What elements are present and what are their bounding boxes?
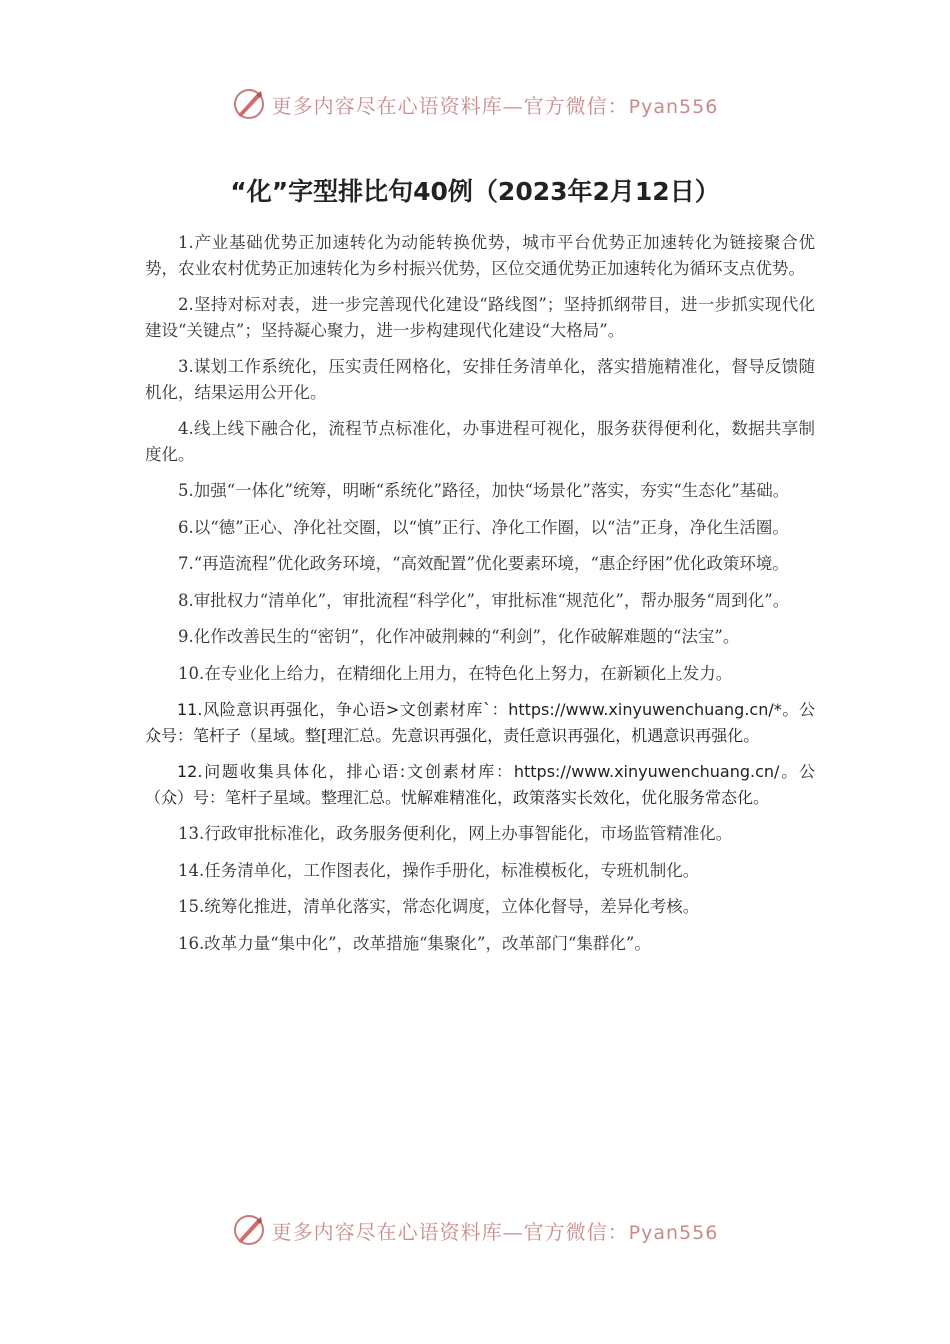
paragraph-5: 5.加强“一体化”统筹，明晰“系统化”路径，加快“场景化”落实，夯实“生态化”基础。 [178,481,790,500]
paragraph-8: 8.审批权力“清单化”，审批流程“科学化”，审批标准“规范化”，帮办服务“周到化”。 [178,590,790,610]
paragraph-14: 14.任务清单化，工作图表化，操作手册化，标准模板化，专班机制化。 [178,860,700,880]
paragraph-10: 10.在专业化上给力，在精细化上用力，在特色化上努力，在新颖化上发力。 [178,663,733,683]
pen-nib-logo-icon [232,87,266,121]
paragraph-7: 7.“再造流程”优化政务环境，“高效配置”优化要素环境，“惠企纾困”优化政策环境。 [178,554,789,573]
paragraph-13: 13.行政审批标准化，政务服务便利化，网上办事智能化，市场监管精准化。 [178,824,733,843]
paragraph-15: 15.统筹化推进，清单化落实，常态化调度，立体化督导，差异化考核。 [178,897,700,916]
footer-banner [0,1210,950,1250]
banner-text: 更多内容尽在心语资料库—官方微信：Pyan556 [271,1219,719,1244]
header-banner [0,84,950,124]
paragraph-12: 12.问题收集具体化，排心语:文创素材库：https://www.xinyuwenchuang.cn/。公（众）号：笔杆子星域。整理汇总。忧解难精准化，政策落实长效化，优化服务常态化。 [145,762,815,807]
paragraph-4: 4.线上线下融合化，流程节点标准化，办事进程可视化，服务获得便利化，数据共享制度化。 [145,419,815,464]
paragraph-9: 9.化作改善民生的“密钥”，化作冲破荆棘的“利剑”，化作破解难题的“法宝”。 [178,627,740,646]
banner-text: 更多内容尽在心语资料库—官方微信：Pyan556 [271,93,719,118]
paragraph-11: 11.风险意识再强化，争心语>文创素材库`：https://www.xinyuwenchuang.cn/*。公众号：笔杆子（星域。整[理汇总。先意识再强化，责任意识再强化，机遇意识再强化。 [145,700,815,745]
paragraph-1: 1.产业基础优势正加速转化为动能转换优势，城市平台优势正加速转化为链接聚合优势，农业农村优势正加速转化为乡村振兴优势，区位交通优势正加速转化为循环支点优势。 [145,233,815,278]
paragraph-3: 3.谋划工作系统化，压实责任网格化，安排任务清单化，落实措施精准化，督导反馈随机化，结果运用公开化。 [145,357,815,402]
document-body [145,230,815,967]
paragraph-2: 2.坚持对标对表，进一步完善现代化建设“路线图”；坚持抓纲带目，进一步抓实现代化建设“关键点”；坚持凝心聚力，进一步构建现代化建设“大格局”。 [145,295,815,340]
paragraph-16: 16.改革力量“集中化”，改革措施“集聚化”，改革部门“集群化”。 [178,933,651,953]
paragraph-6: 6.以“德”正心、净化社交圈，以“慎”正行、净化工作圈，以“洁”正身，净化生活圈。 [178,517,789,537]
page-title: “化”字型排比句40例（2023年2月12日） [230,177,720,206]
pen-nib-logo-icon [232,1213,266,1247]
